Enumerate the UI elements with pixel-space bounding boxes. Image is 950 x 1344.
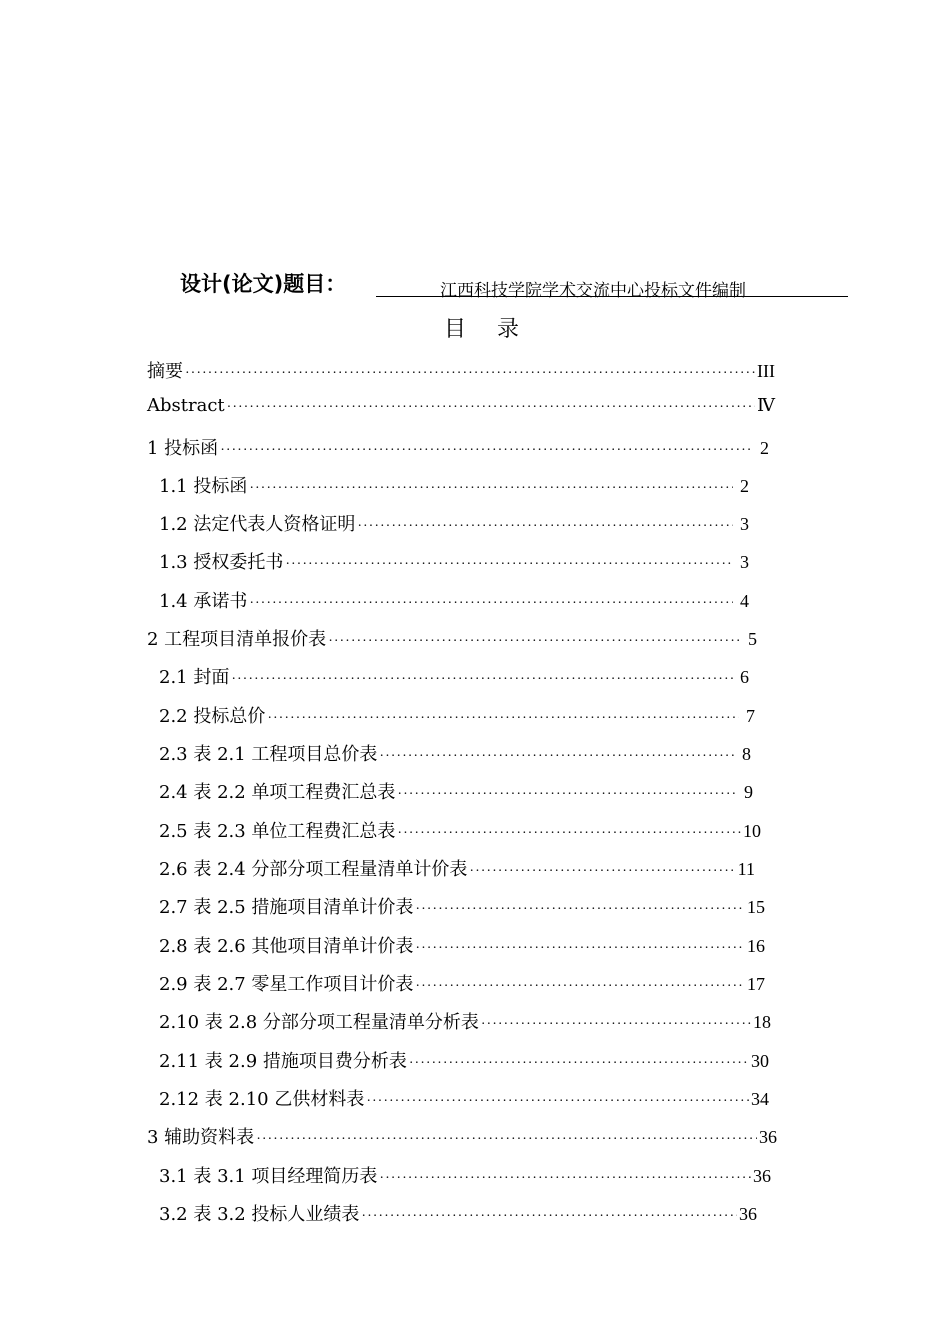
toc-leader-dots	[379, 749, 735, 765]
toc-leader-dots	[285, 557, 733, 573]
toc-leader-dots	[185, 366, 755, 382]
toc-entry-label: 2.10 表 2.8 分部分项工程量清单分析表	[159, 1012, 479, 1033]
toc-entry-label: Abstract	[147, 395, 225, 416]
toc-entry-label: 3.2 表 3.2 投标人业绩表	[159, 1204, 360, 1225]
toc-entry-label: 2.3 表 2.1 工程项目总价表	[159, 744, 378, 765]
toc-leader-dots	[361, 1209, 737, 1225]
toc-entry[interactable]	[159, 855, 755, 881]
toc-entry-label: 2.11 表 2.9 措施项目费分析表	[159, 1051, 407, 1072]
toc-entry-label: 2.1 封面	[159, 667, 230, 688]
toc-heading: 目 录	[444, 317, 531, 342]
toc-leader-dots	[231, 672, 733, 688]
toc-entry-page: 16	[747, 936, 765, 956]
toc-entry-label: 2.7 表 2.5 措施项目清单计价表	[159, 897, 414, 918]
toc-entry-page: III	[757, 361, 775, 381]
toc-entry-label: 摘要	[147, 361, 183, 382]
toc-leader-dots	[415, 941, 745, 957]
toc-entry-label: 2.5 表 2.3 单位工程费汇总表	[159, 821, 396, 842]
toc-entry-label: 2.2 投标总价	[159, 706, 266, 727]
toc-leader-dots	[409, 1056, 749, 1072]
toc-entry[interactable]	[159, 587, 749, 613]
toc-entry[interactable]	[147, 357, 775, 383]
toc-entry-page: Ⅳ	[757, 395, 775, 415]
toc-leader-dots	[366, 1094, 749, 1110]
toc-entry-page: 4	[740, 591, 749, 611]
toc-entry[interactable]	[159, 1085, 769, 1111]
toc-entry[interactable]	[147, 395, 775, 421]
toc-entry-label: 1.4 承诺书	[159, 591, 248, 612]
toc-entry[interactable]	[159, 893, 765, 919]
toc-entry[interactable]	[159, 1200, 757, 1226]
toc-entry-label: 2.8 表 2.6 其他项目清单计价表	[159, 936, 414, 957]
toc-entry[interactable]	[159, 472, 749, 498]
toc-entry-page: 2	[740, 476, 749, 496]
toc-entry-page: 6	[740, 667, 749, 687]
toc-leader-dots	[357, 519, 733, 535]
toc-entry-page: 2	[760, 438, 769, 458]
toc-leader-dots	[481, 1017, 751, 1033]
toc-leader-dots	[415, 902, 745, 918]
toc-entry[interactable]	[159, 1047, 769, 1073]
toc-leader-dots	[227, 400, 755, 416]
thesis-title-value: 江西科技学院学术交流中心投标文件编制	[440, 281, 746, 301]
toc-entry[interactable]	[159, 548, 749, 574]
toc-entry-label: 3 辅助资料表	[147, 1127, 255, 1148]
thesis-title-field	[376, 274, 848, 301]
toc-entry-page: 36	[759, 1127, 777, 1147]
toc-entry-page: 3	[740, 514, 749, 534]
thesis-title-label: 设计(论文)题目：	[180, 272, 347, 296]
toc-entry-page: 8	[742, 744, 751, 764]
toc-entry[interactable]	[147, 434, 769, 460]
toc-entry-page: 36	[739, 1204, 757, 1224]
toc-leader-dots	[220, 443, 753, 459]
toc-entry-page: 18	[753, 1012, 771, 1032]
toc-entry-label: 1.1 投标函	[159, 476, 248, 497]
toc-entry[interactable]	[159, 1162, 771, 1188]
toc-entry[interactable]	[159, 740, 751, 766]
toc-entry-label: 1.3 授权委托书	[159, 552, 284, 573]
toc-entry-page: 9	[744, 782, 753, 802]
toc-entry[interactable]	[159, 970, 765, 996]
toc-leader-dots	[328, 634, 741, 650]
toc-entry-label: 2.9 表 2.7 零星工作项目计价表	[159, 974, 414, 995]
toc-entry-page: 30	[751, 1051, 769, 1071]
toc-entry-label: 2.6 表 2.4 分部分项工程量清单计价表	[159, 859, 468, 880]
toc-entry-label: 2.4 表 2.2 单项工程费汇总表	[159, 782, 396, 803]
toc-entry-page: 17	[747, 974, 765, 994]
toc-entry-label: 3.1 表 3.1 项目经理简历表	[159, 1166, 378, 1187]
toc-entry-page: 34	[751, 1089, 769, 1109]
toc-entry-label: 1.2 法定代表人资格证明	[159, 514, 356, 535]
toc-leader-dots	[397, 826, 741, 842]
toc-leader-dots	[415, 979, 745, 995]
toc-entry-page: 15	[747, 897, 765, 917]
toc-entry[interactable]	[159, 663, 749, 689]
toc-entry[interactable]	[147, 1123, 777, 1149]
toc-entry[interactable]	[159, 702, 755, 728]
toc-entry[interactable]	[159, 1008, 771, 1034]
toc-entry[interactable]	[147, 625, 757, 651]
toc-entry-page: 11	[737, 859, 755, 879]
toc-leader-dots	[379, 1171, 751, 1187]
toc-entry[interactable]	[159, 817, 761, 843]
toc-entry-page: 3	[740, 552, 749, 572]
toc-entry-page: 36	[753, 1166, 771, 1186]
thesis-title-line	[180, 268, 850, 302]
toc-leader-dots	[249, 481, 733, 497]
toc-leader-dots	[469, 864, 735, 880]
toc-leader-dots	[397, 787, 737, 803]
toc-entry-page: 7	[746, 706, 755, 726]
toc-entry-label: 2 工程项目清单报价表	[147, 629, 327, 650]
toc-leader-dots	[249, 596, 733, 612]
toc-leader-dots	[267, 711, 739, 727]
toc-entry[interactable]	[159, 932, 765, 958]
toc-entry-label: 1 投标函	[147, 438, 219, 459]
toc-entry-label: 2.12 表 2.10 乙供材料表	[159, 1089, 365, 1110]
toc-entry-page: 5	[748, 629, 757, 649]
toc-leader-dots	[256, 1132, 757, 1148]
toc-entry[interactable]	[159, 510, 749, 536]
toc-entry-page: 10	[743, 821, 761, 841]
toc-entry[interactable]	[159, 778, 753, 804]
